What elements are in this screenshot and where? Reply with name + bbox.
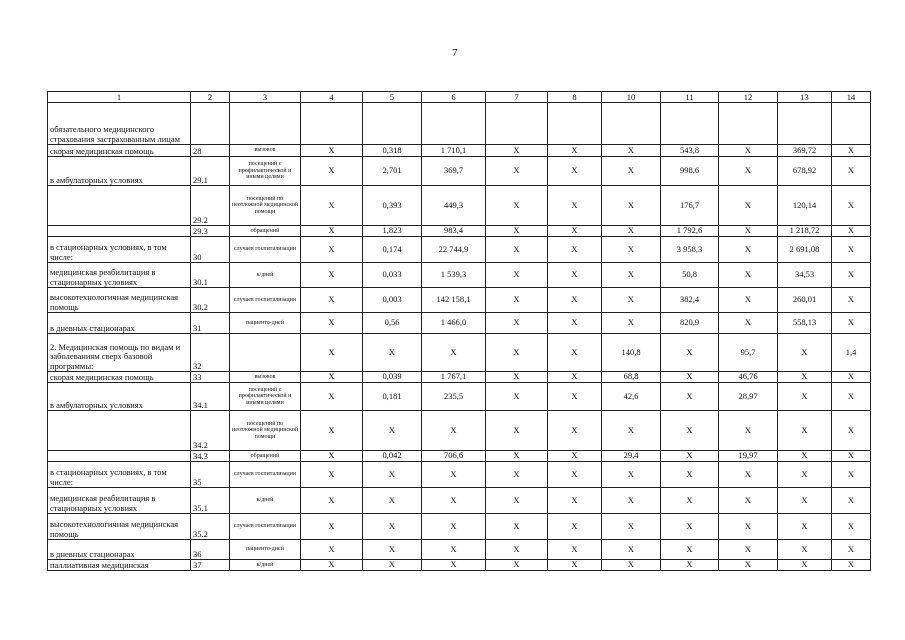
table-cell: Х xyxy=(363,334,422,372)
page-number: 7 xyxy=(452,47,458,59)
table-cell: 22 744,9 xyxy=(422,237,486,263)
row-label: скорая медицинская помощь xyxy=(48,145,191,157)
table-row xyxy=(48,462,871,488)
table-row xyxy=(48,488,871,514)
table-cell: Х xyxy=(832,372,871,383)
table-cell: Х xyxy=(301,383,363,411)
table-cell: Х xyxy=(832,411,871,451)
table-cell: Х xyxy=(301,186,363,226)
table-cell: 706,6 xyxy=(422,451,486,462)
row-label: медицинская реабилитация в стационарных условиях xyxy=(48,488,191,514)
table-cell: 543,8 xyxy=(661,145,719,157)
table-row xyxy=(48,411,871,451)
table-cell: Х xyxy=(719,560,778,571)
table-cell: 0,393 xyxy=(363,186,422,226)
table-cell: 0,042 xyxy=(363,451,422,462)
table-cell: Х xyxy=(778,488,832,514)
table-cell: Х xyxy=(778,514,832,540)
table-cell: 998,6 xyxy=(661,157,719,186)
table-cell: Х xyxy=(661,514,719,540)
table-cell: 176,7 xyxy=(661,186,719,226)
table-cell: Х xyxy=(661,540,719,560)
table-cell: Х xyxy=(778,411,832,451)
table-cell: Х xyxy=(719,145,778,157)
table-cell: Х xyxy=(832,540,871,560)
table-cell: Х xyxy=(719,462,778,488)
table-cell: Х xyxy=(422,462,486,488)
table-cell: Х xyxy=(832,288,871,313)
table-cell: Х xyxy=(602,514,661,540)
row-number: 29.2 xyxy=(191,186,230,226)
table-cell: Х xyxy=(778,334,832,372)
table-cell: 449,3 xyxy=(422,186,486,226)
table-cell: 120,14 xyxy=(778,186,832,226)
table-cell: Х xyxy=(832,145,871,157)
table-cell: Х xyxy=(301,157,363,186)
table-cell: Х xyxy=(602,411,661,451)
row-number: 32 xyxy=(191,334,230,372)
row-label: в стационарных условиях, в том числе: xyxy=(48,237,191,263)
table-cell: Х xyxy=(548,237,602,263)
row-number: 34.2 xyxy=(191,411,230,451)
table-cell: Х xyxy=(301,226,363,237)
table-row xyxy=(48,560,871,571)
table-row xyxy=(48,372,871,383)
row-number: 33 xyxy=(191,372,230,383)
table-cell: Х xyxy=(719,263,778,288)
table-cell: Х xyxy=(486,313,548,334)
table-row xyxy=(48,540,871,560)
table-cell xyxy=(363,103,422,145)
table-cell: Х xyxy=(548,411,602,451)
table-cell xyxy=(301,103,363,145)
table-cell: Х xyxy=(486,372,548,383)
table-row xyxy=(48,288,871,313)
row-label: высокотехнологичная медицинская помощь xyxy=(48,288,191,313)
table-cell: Х xyxy=(778,372,832,383)
table-cell: Х xyxy=(422,514,486,540)
table-cell: Х xyxy=(661,372,719,383)
table-cell: 0,033 xyxy=(363,263,422,288)
table-cell: 369,72 xyxy=(778,145,832,157)
table-cell: Х xyxy=(602,560,661,571)
table-cell: Х xyxy=(602,540,661,560)
table-cell: Х xyxy=(486,263,548,288)
table-cell: Х xyxy=(548,334,602,372)
column-header: 1 xyxy=(48,92,191,103)
table-cell: Х xyxy=(301,263,363,288)
table-cell: 29,4 xyxy=(602,451,661,462)
table-cell: 558,13 xyxy=(778,313,832,334)
table-cell: 142 158,1 xyxy=(422,288,486,313)
table-cell: Х xyxy=(602,488,661,514)
row-number xyxy=(191,103,230,145)
row-number: 29.3 xyxy=(191,226,230,237)
table-cell: Х xyxy=(301,411,363,451)
table-cell: 0,318 xyxy=(363,145,422,157)
table-row xyxy=(48,451,871,462)
table-cell: 678,92 xyxy=(778,157,832,186)
table-cell: Х xyxy=(661,488,719,514)
unit-cell: посещений по неотложной медицинской помощи xyxy=(230,411,301,451)
table-cell: Х xyxy=(602,145,661,157)
table-cell: 1,4 xyxy=(832,334,871,372)
table-cell: Х xyxy=(301,514,363,540)
table-cell: 42,6 xyxy=(602,383,661,411)
row-number: 34.1 xyxy=(191,383,230,411)
column-header: 10 xyxy=(602,92,661,103)
row-number: 31 xyxy=(191,313,230,334)
table-cell: 1 218,72 xyxy=(778,226,832,237)
unit-cell: случаев госпитализации xyxy=(230,237,301,263)
row-number: 29.1 xyxy=(191,157,230,186)
unit-cell: посещений по неотложной медицинской помощи xyxy=(230,186,301,226)
table-cell: Х xyxy=(486,540,548,560)
table-cell: Х xyxy=(719,514,778,540)
header-row xyxy=(48,92,871,103)
table-cell: Х xyxy=(832,383,871,411)
row-label: высокотехнологичная медицинская помощь xyxy=(48,514,191,540)
table-cell: Х xyxy=(486,186,548,226)
table-cell: 2,701 xyxy=(363,157,422,186)
table-cell: Х xyxy=(548,514,602,540)
row-number: 30.1 xyxy=(191,263,230,288)
row-number: 36 xyxy=(191,540,230,560)
table-cell: 369,7 xyxy=(422,157,486,186)
column-header: 12 xyxy=(719,92,778,103)
table-cell: Х xyxy=(363,560,422,571)
row-label xyxy=(48,226,191,237)
table-cell: Х xyxy=(548,145,602,157)
row-label: обязательного медицинского страхования застрахованным лицам xyxy=(48,103,191,145)
table-cell: 1 539,3 xyxy=(422,263,486,288)
table-row xyxy=(48,226,871,237)
table-cell: Х xyxy=(486,383,548,411)
row-number: 28 xyxy=(191,145,230,157)
unit-cell: случаев госпитализации xyxy=(230,462,301,488)
table-cell: Х xyxy=(301,288,363,313)
table-cell: Х xyxy=(832,186,871,226)
column-header: 13 xyxy=(778,92,832,103)
table-cell: Х xyxy=(486,488,548,514)
table-cell: Х xyxy=(602,226,661,237)
table-cell: 28,97 xyxy=(719,383,778,411)
table-cell: 3 958,3 xyxy=(661,237,719,263)
table-cell: Х xyxy=(301,451,363,462)
table-row xyxy=(48,383,871,411)
row-number: 30 xyxy=(191,237,230,263)
table-row xyxy=(48,237,871,263)
column-header: 11 xyxy=(661,92,719,103)
table-cell xyxy=(422,103,486,145)
table-cell: Х xyxy=(719,411,778,451)
row-label xyxy=(48,451,191,462)
table-cell xyxy=(778,103,832,145)
table-cell: Х xyxy=(832,462,871,488)
column-header: 7 xyxy=(486,92,548,103)
table-cell xyxy=(602,103,661,145)
table-cell xyxy=(719,103,778,145)
table-cell: Х xyxy=(602,313,661,334)
table-cell: Х xyxy=(486,157,548,186)
table-cell: Х xyxy=(486,560,548,571)
row-label: в дневных стационарах xyxy=(48,540,191,560)
table-cell: 1 710,1 xyxy=(422,145,486,157)
table-cell: 260,01 xyxy=(778,288,832,313)
table-cell: Х xyxy=(832,451,871,462)
table-cell: 235,5 xyxy=(422,383,486,411)
table-cell: 0,56 xyxy=(363,313,422,334)
table-cell: Х xyxy=(363,462,422,488)
tariff-table xyxy=(47,91,871,571)
table-cell: 1,823 xyxy=(363,226,422,237)
table-cell: 820,9 xyxy=(661,313,719,334)
table-cell: 1 767,1 xyxy=(422,372,486,383)
table-cell: Х xyxy=(363,540,422,560)
column-header: 14 xyxy=(832,92,871,103)
table-cell: Х xyxy=(778,462,832,488)
table-cell xyxy=(832,103,871,145)
row-label: паллиативная медицинская xyxy=(48,560,191,571)
table-cell: Х xyxy=(602,157,661,186)
table-cell: 1 466,0 xyxy=(422,313,486,334)
column-header: 5 xyxy=(363,92,422,103)
table-cell: Х xyxy=(548,462,602,488)
table-cell: 0,181 xyxy=(363,383,422,411)
table-cell: 382,4 xyxy=(661,288,719,313)
table-cell: 0,003 xyxy=(363,288,422,313)
table-cell: Х xyxy=(486,411,548,451)
table-cell: Х xyxy=(548,540,602,560)
table-cell: Х xyxy=(548,263,602,288)
row-number: 34.3 xyxy=(191,451,230,462)
table-cell: Х xyxy=(661,560,719,571)
table-cell: 0,174 xyxy=(363,237,422,263)
column-header: 3 xyxy=(230,92,301,103)
table-cell: Х xyxy=(832,514,871,540)
table-cell: 2 691,08 xyxy=(778,237,832,263)
row-label: в амбулаторных условиях xyxy=(48,157,191,186)
table-cell: 140,8 xyxy=(602,334,661,372)
table-cell: Х xyxy=(422,411,486,451)
table-cell: Х xyxy=(301,540,363,560)
table-cell: Х xyxy=(778,540,832,560)
table-cell: Х xyxy=(832,226,871,237)
table-cell: Х xyxy=(719,186,778,226)
table-cell: Х xyxy=(486,226,548,237)
table-cell: 46,76 xyxy=(719,372,778,383)
row-label: медицинская реабилитация в стационарных условиях xyxy=(48,263,191,288)
row-label: в амбулаторных условиях xyxy=(48,383,191,411)
row-number: 35.1 xyxy=(191,488,230,514)
unit-cell: посещений с профилактической и иными целями xyxy=(230,157,301,186)
table-cell: Х xyxy=(486,462,548,488)
table-cell: 0,039 xyxy=(363,372,422,383)
table-cell xyxy=(548,103,602,145)
table-cell: Х xyxy=(719,313,778,334)
table-cell: Х xyxy=(832,157,871,186)
unit-cell: случаев госпитализации xyxy=(230,514,301,540)
unit-cell: случаев госпитализации xyxy=(230,288,301,313)
unit-cell: к/дней xyxy=(230,488,301,514)
row-label xyxy=(48,411,191,451)
table-cell: Х xyxy=(602,462,661,488)
row-label: 2. Медицинская помощь по видам и заболеваниям сверх базовой программы: xyxy=(48,334,191,372)
table-cell: Х xyxy=(422,334,486,372)
unit-cell xyxy=(230,103,301,145)
table-cell: Х xyxy=(661,334,719,372)
table-cell: 983,4 xyxy=(422,226,486,237)
table-cell: 19,97 xyxy=(719,451,778,462)
table-cell: Х xyxy=(602,237,661,263)
table-cell: Х xyxy=(301,488,363,514)
table-cell: Х xyxy=(778,451,832,462)
table-row xyxy=(48,186,871,226)
table-cell: Х xyxy=(486,145,548,157)
table-cell: Х xyxy=(548,186,602,226)
table-cell: 1 792,6 xyxy=(661,226,719,237)
table-cell: Х xyxy=(548,372,602,383)
table-cell: Х xyxy=(548,488,602,514)
table-cell: Х xyxy=(422,540,486,560)
unit-cell: обращений xyxy=(230,226,301,237)
unit-cell: вызовов xyxy=(230,372,301,383)
table-row xyxy=(48,263,871,288)
unit-cell: к/дней xyxy=(230,560,301,571)
table-cell: Х xyxy=(548,288,602,313)
table-cell: Х xyxy=(661,383,719,411)
table-cell: Х xyxy=(548,226,602,237)
table-cell: Х xyxy=(719,237,778,263)
table-row xyxy=(48,514,871,540)
table-cell: Х xyxy=(548,560,602,571)
table-cell: Х xyxy=(363,488,422,514)
table-cell: Х xyxy=(661,411,719,451)
unit-cell: посещений с профилактической и иными целями xyxy=(230,383,301,411)
table-cell xyxy=(486,103,548,145)
table-cell: Х xyxy=(602,186,661,226)
table-cell: Х xyxy=(602,288,661,313)
table-cell: Х xyxy=(486,334,548,372)
table-cell: Х xyxy=(301,237,363,263)
table-cell: Х xyxy=(661,462,719,488)
table-cell: Х xyxy=(832,560,871,571)
table-row xyxy=(48,145,871,157)
table-cell: Х xyxy=(486,514,548,540)
table-cell: Х xyxy=(486,451,548,462)
column-header: 2 xyxy=(191,92,230,103)
table-cell: Х xyxy=(548,451,602,462)
table-cell: Х xyxy=(301,462,363,488)
row-label: в дневных стационарах xyxy=(48,313,191,334)
row-number: 35 xyxy=(191,462,230,488)
table-cell: 68,8 xyxy=(602,372,661,383)
table-cell: Х xyxy=(486,237,548,263)
table-cell: Х xyxy=(832,313,871,334)
column-header: 6 xyxy=(422,92,486,103)
unit-cell: к/дней xyxy=(230,263,301,288)
table-cell: Х xyxy=(602,263,661,288)
table-cell xyxy=(661,103,719,145)
row-label xyxy=(48,186,191,226)
table-cell: 50,8 xyxy=(661,263,719,288)
table-cell: 95,7 xyxy=(719,334,778,372)
table-cell: Х xyxy=(363,411,422,451)
row-number: 35.2 xyxy=(191,514,230,540)
table-cell: Х xyxy=(301,334,363,372)
table-row xyxy=(48,157,871,186)
column-header: 8 xyxy=(548,92,602,103)
table-cell: Х xyxy=(832,237,871,263)
table-row xyxy=(48,103,871,145)
column-header: 4 xyxy=(301,92,363,103)
row-label: в стационарных условиях, в том числе: xyxy=(48,462,191,488)
table-cell: Х xyxy=(719,226,778,237)
unit-cell: пациенто-дней xyxy=(230,313,301,334)
table-cell: Х xyxy=(778,560,832,571)
row-label: скорая медицинская помощь xyxy=(48,372,191,383)
table-row xyxy=(48,313,871,334)
row-number: 37 xyxy=(191,560,230,571)
table-cell: Х xyxy=(301,313,363,334)
unit-cell: пациенто-дней xyxy=(230,540,301,560)
unit-cell: обращений xyxy=(230,451,301,462)
table-cell: Х xyxy=(832,263,871,288)
table-cell: Х xyxy=(548,313,602,334)
unit-cell: вызовов xyxy=(230,145,301,157)
table-cell: Х xyxy=(719,157,778,186)
table-cell: Х xyxy=(778,383,832,411)
table-row xyxy=(48,334,871,372)
table-cell: Х xyxy=(832,488,871,514)
table-cell: Х xyxy=(301,145,363,157)
unit-cell xyxy=(230,334,301,372)
table-cell: Х xyxy=(363,514,422,540)
table-cell: Х xyxy=(422,560,486,571)
table-cell: Х xyxy=(548,383,602,411)
row-number: 30.2 xyxy=(191,288,230,313)
table-cell: Х xyxy=(486,288,548,313)
table-cell: Х xyxy=(719,288,778,313)
table-cell: Х xyxy=(661,451,719,462)
table-cell: Х xyxy=(548,157,602,186)
table-cell: Х xyxy=(719,540,778,560)
table-cell: Х xyxy=(301,372,363,383)
table-cell: Х xyxy=(719,488,778,514)
table-cell: Х xyxy=(422,488,486,514)
table-cell: 34,53 xyxy=(778,263,832,288)
table-cell: Х xyxy=(301,560,363,571)
